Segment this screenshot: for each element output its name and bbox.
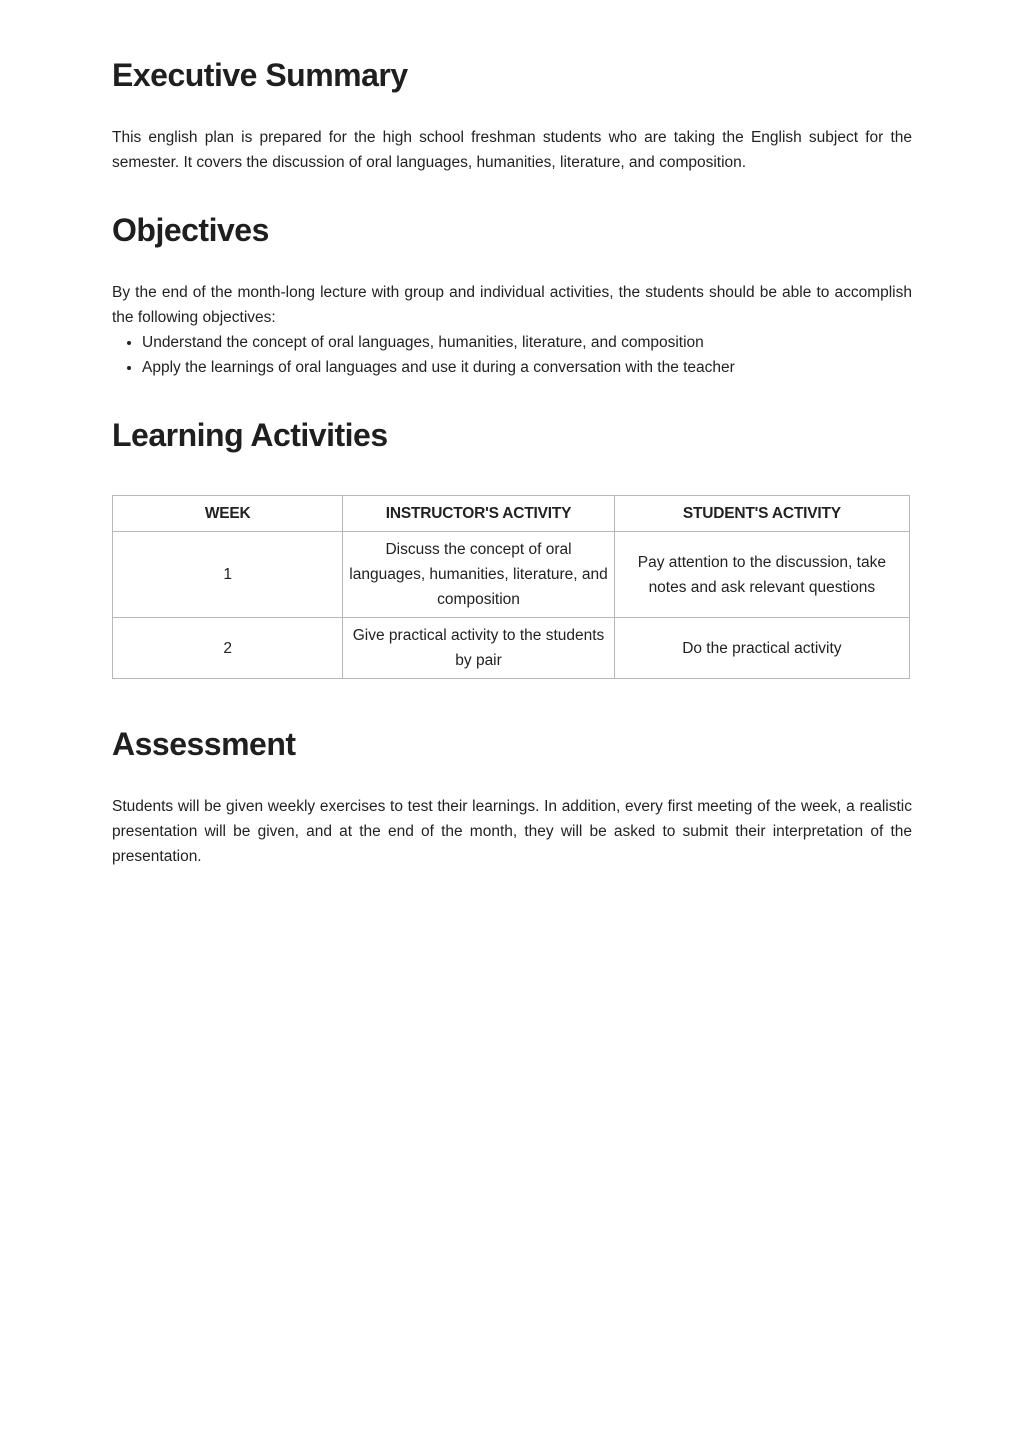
assessment-text: Students will be given weekly exercises to test their learnings. In addition, every first meeting of the week, a realistic presentation will be given, and at the end of the month, they will be asked to submit their interpretation of the presentation. bbox=[112, 798, 912, 865]
objectives-content bbox=[112, 280, 912, 380]
objectives-intro-text: By the end of the month-long lecture with group and individual activities, the students should be able to accomplish the following objectives: bbox=[112, 284, 912, 326]
table-row bbox=[113, 618, 910, 679]
learning-activities-heading: Learning Activities bbox=[112, 417, 388, 453]
objectives-heading: Objectives bbox=[112, 212, 269, 248]
cell-instructor-activity: Give practical activity to the students by pair bbox=[343, 618, 614, 679]
cell-week: 1 bbox=[113, 532, 343, 618]
executive-summary-text: This english plan is prepared for the high school freshman students who are taking the English subject for the semester. It covers the discussion of oral languages, humanities, literature, and composition. bbox=[112, 129, 912, 171]
learning-activities-table bbox=[112, 495, 910, 679]
table-header-row bbox=[113, 496, 910, 532]
cell-student-activity: Pay attention to the discussion, take notes and ask relevant questions bbox=[614, 532, 909, 618]
column-header-student-activity: STUDENT'S ACTIVITY bbox=[614, 496, 909, 532]
column-header-instructor-activity: INSTRUCTOR'S ACTIVITY bbox=[343, 496, 614, 532]
list-item: • Understand the concept of oral languages, humanities, literature, and composition bbox=[142, 330, 912, 355]
cell-instructor-activity: Discuss the concept of oral languages, humanities, literature, and composition bbox=[343, 532, 614, 618]
cell-week: 2 bbox=[113, 618, 343, 679]
objectives-list bbox=[112, 330, 912, 380]
cell-student-activity: Do the practical activity bbox=[614, 618, 909, 679]
executive-summary-heading: Executive Summary bbox=[112, 57, 408, 93]
table-row bbox=[113, 532, 910, 618]
column-header-week: WEEK bbox=[113, 496, 343, 532]
list-item: • Apply the learnings of oral languages and use it during a conversation with the teacher bbox=[142, 355, 912, 380]
assessment-heading: Assessment bbox=[112, 726, 296, 762]
